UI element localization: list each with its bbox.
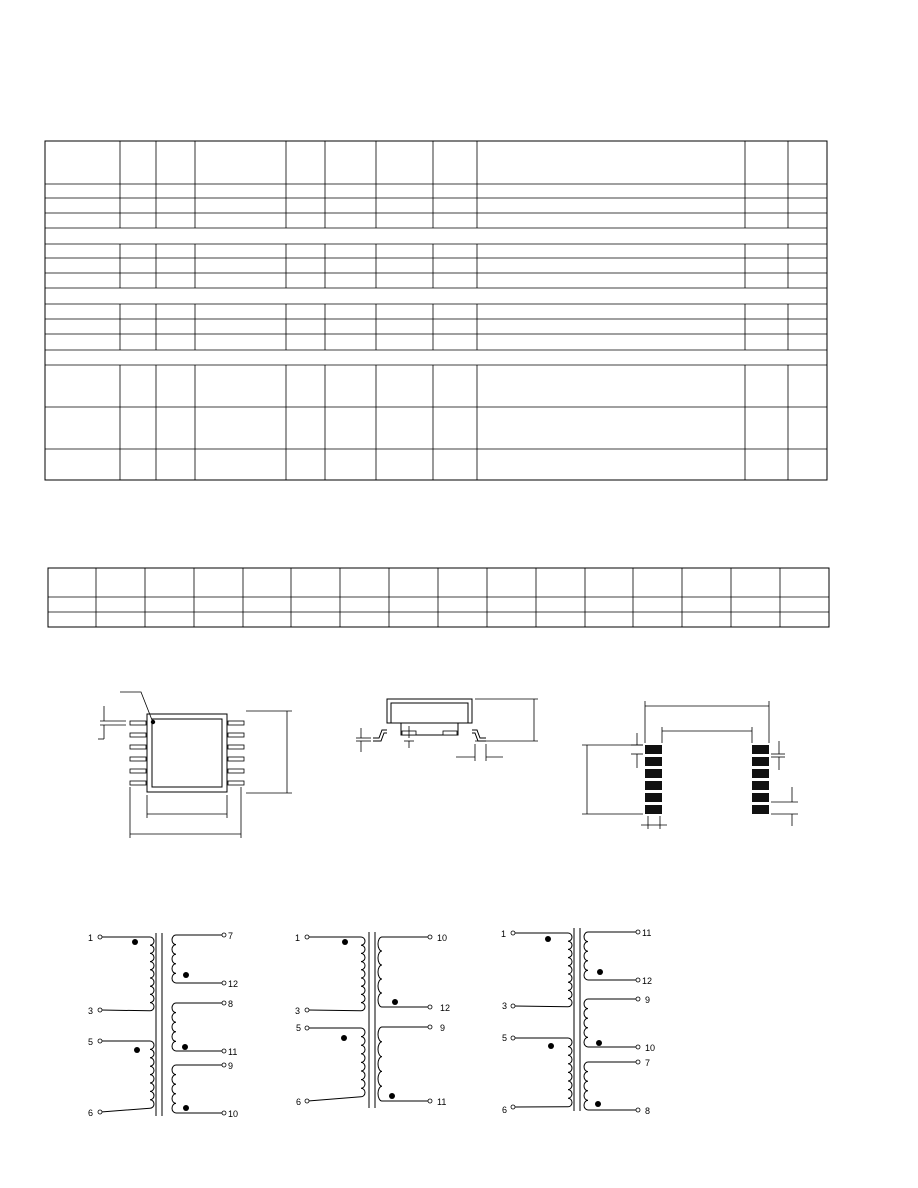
pin-5: 5 (296, 1023, 302, 1033)
pin-10: 10 (228, 1109, 239, 1119)
pin-9: 9 (440, 1023, 446, 1033)
package-side-view (356, 699, 538, 761)
pin-6: 6 (296, 1097, 302, 1107)
package-top-view (98, 692, 292, 838)
spec-table (45, 141, 827, 480)
pin-11: 11 (437, 1097, 447, 1107)
pin-5: 5 (502, 1033, 508, 1043)
pin-6: 6 (88, 1108, 94, 1118)
pin1-indicator-dot (151, 720, 155, 724)
schematic-1 (88, 931, 238, 1119)
pin-10: 10 (437, 933, 448, 943)
pin-10: 10 (645, 1043, 656, 1053)
dimension-table (48, 568, 829, 627)
pin-12: 12 (440, 1003, 451, 1013)
pin-7: 7 (228, 931, 234, 941)
pin-8: 8 (228, 999, 234, 1009)
pin-6: 6 (502, 1105, 508, 1115)
pin-11: 11 (228, 1047, 238, 1057)
pin-1: 1 (88, 933, 94, 943)
pin-11: 11 (642, 928, 652, 938)
pin-3: 3 (88, 1006, 94, 1016)
pin-8: 8 (645, 1106, 651, 1116)
pin-5: 5 (88, 1037, 94, 1047)
pin-1: 1 (501, 929, 507, 939)
pin-7: 7 (645, 1058, 651, 1068)
schematic-3 (501, 928, 655, 1116)
pad-layout (582, 701, 798, 829)
pin-1: 1 (295, 933, 301, 943)
pin-3: 3 (502, 1001, 508, 1011)
pin-12: 12 (642, 976, 653, 986)
pin-3: 3 (295, 1006, 301, 1016)
pin-12: 12 (228, 979, 239, 989)
pin-9: 9 (228, 1061, 234, 1071)
schematic-2 (295, 932, 450, 1108)
pin-9: 9 (645, 995, 651, 1005)
